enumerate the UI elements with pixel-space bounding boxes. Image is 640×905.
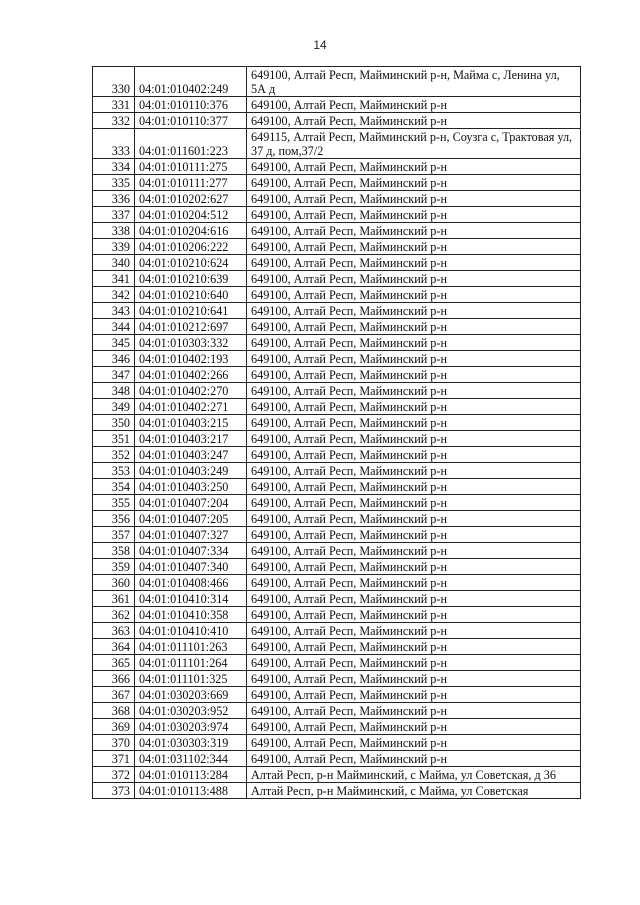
row-number-cell: 345 — [93, 335, 135, 351]
cadastral-number-cell: 04:01:011101:264 — [135, 655, 247, 671]
address-cell: 649100, Алтай Респ, Майминский р-н — [247, 703, 581, 719]
address-cell: 649100, Алтай Респ, Майминский р-н, Майма с, Ленина ул, 5А д — [247, 67, 581, 97]
row-number-cell: 348 — [93, 383, 135, 399]
table-row — [93, 463, 581, 479]
table-row — [93, 383, 581, 399]
address-cell: 649100, Алтай Респ, Майминский р-н — [247, 751, 581, 767]
address-cell: 649100, Алтай Респ, Майминский р-н — [247, 543, 581, 559]
table-row — [93, 671, 581, 687]
cadastral-number-cell: 04:01:010303:332 — [135, 335, 247, 351]
cadastral-number-cell: 04:01:010403:249 — [135, 463, 247, 479]
cadastral-number-cell: 04:01:010210:640 — [135, 287, 247, 303]
table-row — [93, 607, 581, 623]
cadastral-number-cell: 04:01:010410:410 — [135, 623, 247, 639]
table-row — [93, 719, 581, 735]
row-number-cell: 364 — [93, 639, 135, 655]
table-row — [93, 767, 581, 783]
row-number-cell: 330 — [93, 67, 135, 97]
table-row — [93, 543, 581, 559]
table-row — [93, 527, 581, 543]
row-number-cell: 368 — [93, 703, 135, 719]
cadastral-number-cell: 04:01:010111:275 — [135, 159, 247, 175]
address-cell: 649100, Алтай Респ, Майминский р-н — [247, 735, 581, 751]
address-cell: 649100, Алтай Респ, Майминский р-н — [247, 479, 581, 495]
cadastral-number-cell: 04:01:010402:266 — [135, 367, 247, 383]
table-row — [93, 575, 581, 591]
address-cell: 649100, Алтай Респ, Майминский р-н — [247, 319, 581, 335]
cadastral-number-cell: 04:01:030203:974 — [135, 719, 247, 735]
cadastral-number-cell: 04:01:010408:466 — [135, 575, 247, 591]
address-cell: 649100, Алтай Респ, Майминский р-н — [247, 207, 581, 223]
cadastral-number-cell: 04:01:010206:222 — [135, 239, 247, 255]
row-number-cell: 353 — [93, 463, 135, 479]
table-row — [93, 431, 581, 447]
cadastral-number-cell: 04:01:030203:952 — [135, 703, 247, 719]
row-number-cell: 343 — [93, 303, 135, 319]
table-row — [93, 495, 581, 511]
registry-table-body — [93, 67, 581, 799]
row-number-cell: 350 — [93, 415, 135, 431]
address-cell: 649100, Алтай Респ, Майминский р-н — [247, 447, 581, 463]
address-cell: 649100, Алтай Респ, Майминский р-н — [247, 175, 581, 191]
row-number-cell: 363 — [93, 623, 135, 639]
cadastral-number-cell: 04:01:010402:271 — [135, 399, 247, 415]
address-cell: 649100, Алтай Респ, Майминский р-н — [247, 335, 581, 351]
address-cell: 649100, Алтай Респ, Майминский р-н — [247, 303, 581, 319]
address-cell: 649100, Алтай Респ, Майминский р-н — [247, 97, 581, 113]
row-number-cell: 357 — [93, 527, 135, 543]
cadastral-number-cell: 04:01:010407:204 — [135, 495, 247, 511]
address-cell: 649100, Алтай Респ, Майминский р-н — [247, 655, 581, 671]
cadastral-number-cell: 04:01:010113:284 — [135, 767, 247, 783]
address-cell: 649100, Алтай Респ, Майминский р-н — [247, 367, 581, 383]
cadastral-number-cell: 04:01:010410:314 — [135, 591, 247, 607]
table-row — [93, 335, 581, 351]
row-number-cell: 332 — [93, 113, 135, 129]
cadastral-number-cell: 04:01:011101:263 — [135, 639, 247, 655]
cadastral-number-cell: 04:01:010204:616 — [135, 223, 247, 239]
cadastral-number-cell: 04:01:010212:697 — [135, 319, 247, 335]
address-cell: Алтай Респ, р-н Майминский, с Майма, ул Советская — [247, 783, 581, 799]
table-row — [93, 303, 581, 319]
address-cell: 649100, Алтай Респ, Майминский р-н — [247, 255, 581, 271]
table-row — [93, 559, 581, 575]
address-cell: Алтай Респ, р-н Майминский, с Майма, ул Советская, д 36 — [247, 767, 581, 783]
row-number-cell: 351 — [93, 431, 135, 447]
row-number-cell: 354 — [93, 479, 135, 495]
table-row — [93, 97, 581, 113]
table-row — [93, 113, 581, 129]
table-row — [93, 751, 581, 767]
cadastral-number-cell: 04:01:010111:277 — [135, 175, 247, 191]
table-row — [93, 207, 581, 223]
cadastral-number-cell: 04:01:030203:669 — [135, 687, 247, 703]
table-row — [93, 479, 581, 495]
address-cell: 649100, Алтай Респ, Майминский р-н — [247, 671, 581, 687]
table-row — [93, 191, 581, 207]
table-row — [93, 639, 581, 655]
row-number-cell: 366 — [93, 671, 135, 687]
address-cell: 649100, Алтай Респ, Майминский р-н — [247, 639, 581, 655]
address-cell: 649100, Алтай Респ, Майминский р-н — [247, 591, 581, 607]
cadastral-number-cell: 04:01:010204:512 — [135, 207, 247, 223]
table-row — [93, 655, 581, 671]
table-row — [93, 271, 581, 287]
address-cell: 649100, Алтай Респ, Майминский р-н — [247, 399, 581, 415]
table-row — [93, 175, 581, 191]
cadastral-number-cell: 04:01:011101:325 — [135, 671, 247, 687]
row-number-cell: 344 — [93, 319, 135, 335]
cadastral-number-cell: 04:01:010403:250 — [135, 479, 247, 495]
row-number-cell: 341 — [93, 271, 135, 287]
cadastral-number-cell: 04:01:030303:319 — [135, 735, 247, 751]
row-number-cell: 369 — [93, 719, 135, 735]
table-row — [93, 159, 581, 175]
address-cell: 649100, Алтай Респ, Майминский р-н — [247, 511, 581, 527]
address-cell: 649100, Алтай Респ, Майминский р-н — [247, 431, 581, 447]
cadastral-number-cell: 04:01:031102:344 — [135, 751, 247, 767]
cadastral-number-cell: 04:01:010403:217 — [135, 431, 247, 447]
table-row — [93, 783, 581, 799]
address-cell: 649100, Алтай Респ, Майминский р-н — [247, 191, 581, 207]
address-cell: 649100, Алтай Респ, Майминский р-н — [247, 223, 581, 239]
cadastral-number-cell: 04:01:010403:215 — [135, 415, 247, 431]
cadastral-number-cell: 04:01:010410:358 — [135, 607, 247, 623]
cadastral-number-cell: 04:01:010403:247 — [135, 447, 247, 463]
row-number-cell: 370 — [93, 735, 135, 751]
table-row — [93, 703, 581, 719]
address-cell: 649115, Алтай Респ, Майминский р-н, Соузга с, Трактовая ул, 37 д, пом,37/2 — [247, 129, 581, 159]
table-row — [93, 255, 581, 271]
address-cell: 649100, Алтай Респ, Майминский р-н — [247, 719, 581, 735]
cadastral-number-cell: 04:01:010202:627 — [135, 191, 247, 207]
table-row — [93, 447, 581, 463]
cadastral-number-cell: 04:01:010110:376 — [135, 97, 247, 113]
row-number-cell: 367 — [93, 687, 135, 703]
table-row — [93, 239, 581, 255]
table-row — [93, 623, 581, 639]
address-cell: 649100, Алтай Респ, Майминский р-н — [247, 271, 581, 287]
cadastral-number-cell: 04:01:011601:223 — [135, 129, 247, 159]
cadastral-number-cell: 04:01:010210:639 — [135, 271, 247, 287]
cadastral-number-cell: 04:01:010407:334 — [135, 543, 247, 559]
row-number-cell: 340 — [93, 255, 135, 271]
table-row — [93, 287, 581, 303]
cadastral-number-cell: 04:01:010407:340 — [135, 559, 247, 575]
row-number-cell: 362 — [93, 607, 135, 623]
row-number-cell: 373 — [93, 783, 135, 799]
address-cell: 649100, Алтай Респ, Майминский р-н — [247, 495, 581, 511]
table-row — [93, 67, 581, 97]
address-cell: 649100, Алтай Респ, Майминский р-н — [247, 527, 581, 543]
address-cell: 649100, Алтай Респ, Майминский р-н — [247, 159, 581, 175]
table-row — [93, 415, 581, 431]
row-number-cell: 339 — [93, 239, 135, 255]
address-cell: 649100, Алтай Респ, Майминский р-н — [247, 463, 581, 479]
cadastral-number-cell: 04:01:010402:270 — [135, 383, 247, 399]
row-number-cell: 346 — [93, 351, 135, 367]
table-row — [93, 511, 581, 527]
row-number-cell: 335 — [93, 175, 135, 191]
row-number-cell: 356 — [93, 511, 135, 527]
row-number-cell: 342 — [93, 287, 135, 303]
table-row — [93, 129, 581, 159]
table-row — [93, 351, 581, 367]
address-cell: 649100, Алтай Респ, Майминский р-н — [247, 113, 581, 129]
row-number-cell: 359 — [93, 559, 135, 575]
cadastral-number-cell: 04:01:010407:327 — [135, 527, 247, 543]
row-number-cell: 358 — [93, 543, 135, 559]
row-number-cell: 371 — [93, 751, 135, 767]
cadastral-number-cell: 04:01:010113:488 — [135, 783, 247, 799]
cadastral-number-cell: 04:01:010210:641 — [135, 303, 247, 319]
cadastral-number-cell: 04:01:010110:377 — [135, 113, 247, 129]
row-number-cell: 355 — [93, 495, 135, 511]
address-cell: 649100, Алтай Респ, Майминский р-н — [247, 351, 581, 367]
table-row — [93, 399, 581, 415]
address-cell: 649100, Алтай Респ, Майминский р-н — [247, 687, 581, 703]
row-number-cell: 349 — [93, 399, 135, 415]
row-number-cell: 361 — [93, 591, 135, 607]
row-number-cell: 360 — [93, 575, 135, 591]
address-cell: 649100, Алтай Респ, Майминский р-н — [247, 287, 581, 303]
row-number-cell: 331 — [93, 97, 135, 113]
row-number-cell: 338 — [93, 223, 135, 239]
address-cell: 649100, Алтай Респ, Майминский р-н — [247, 623, 581, 639]
table-row — [93, 591, 581, 607]
table-row — [93, 735, 581, 751]
table-row — [93, 687, 581, 703]
row-number-cell: 352 — [93, 447, 135, 463]
cadastral-number-cell: 04:01:010402:193 — [135, 351, 247, 367]
address-cell: 649100, Алтай Респ, Майминский р-н — [247, 559, 581, 575]
address-cell: 649100, Алтай Респ, Майминский р-н — [247, 607, 581, 623]
table-row — [93, 223, 581, 239]
table-row — [93, 319, 581, 335]
table-row — [93, 367, 581, 383]
page-number: 14 — [313, 38, 327, 52]
address-cell: 649100, Алтай Респ, Майминский р-н — [247, 239, 581, 255]
address-cell: 649100, Алтай Респ, Майминский р-н — [247, 415, 581, 431]
address-cell: 649100, Алтай Респ, Майминский р-н — [247, 383, 581, 399]
row-number-cell: 333 — [93, 129, 135, 159]
row-number-cell: 334 — [93, 159, 135, 175]
row-number-cell: 347 — [93, 367, 135, 383]
address-cell: 649100, Алтай Респ, Майминский р-н — [247, 575, 581, 591]
row-number-cell: 336 — [93, 191, 135, 207]
row-number-cell: 372 — [93, 767, 135, 783]
cadastral-number-cell: 04:01:010402:249 — [135, 67, 247, 97]
cadastral-number-cell: 04:01:010407:205 — [135, 511, 247, 527]
row-number-cell: 337 — [93, 207, 135, 223]
cadastral-number-cell: 04:01:010210:624 — [135, 255, 247, 271]
row-number-cell: 365 — [93, 655, 135, 671]
property-registry-table — [92, 66, 581, 799]
